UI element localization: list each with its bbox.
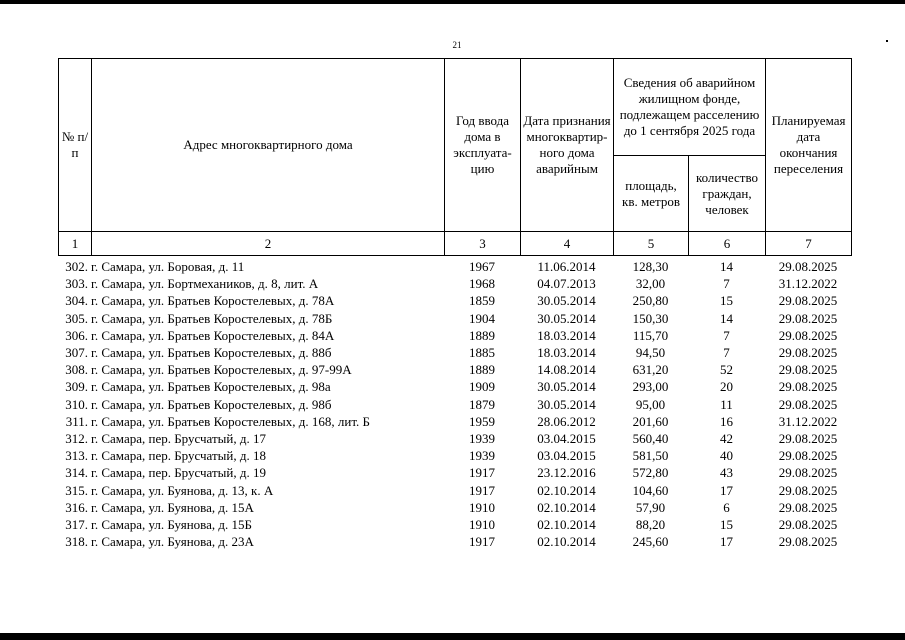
- row-address: г. Самара, ул. Братьев Коростелевых, д. 98б: [91, 396, 332, 412]
- row-area: 581,50: [632, 448, 669, 464]
- column-number-2: 2: [92, 232, 445, 256]
- row-year: 1885: [469, 345, 495, 361]
- row-date: 18.03.2014: [537, 345, 596, 361]
- row-address: г. Самара, ул. Братьев Коростелевых, д. 84А: [91, 327, 335, 343]
- header-col-planned-date: Планируемая дата окончания переселения: [766, 59, 852, 232]
- row-citizens: 42: [720, 431, 733, 447]
- row-date: 02.10.2014: [537, 517, 596, 533]
- row-address: г. Самара, ул. Буянова, д. 15А: [91, 499, 254, 515]
- row-year: 1967: [469, 259, 495, 274]
- row-area: 150,30: [632, 310, 669, 326]
- row-planned-date: 31.12.2022: [778, 413, 838, 429]
- row-area: 95,00: [635, 396, 666, 412]
- column-number-5: 5: [614, 232, 689, 256]
- column-number-1: 1: [59, 232, 92, 256]
- table-row: [58, 327, 851, 344]
- row-area: 57,90: [635, 499, 666, 515]
- table-row: [58, 292, 851, 309]
- row-planned-date: 29.08.2025: [778, 293, 838, 309]
- row-number: 310.: [65, 396, 88, 412]
- column-number-4: 4: [521, 232, 614, 256]
- row-date: 02.10.2014: [537, 482, 596, 498]
- row-planned-date: 29.08.2025: [778, 431, 838, 447]
- row-address: г. Самара, пер. Брусчатый, д. 17: [91, 431, 266, 447]
- row-area: 128,30: [632, 259, 669, 274]
- scan-speck: [886, 40, 888, 42]
- row-planned-date: 29.08.2025: [778, 379, 838, 395]
- header-col-date-recognition: Дата признания многоквартир-ного дома аварийным: [521, 59, 614, 232]
- row-planned-date: 29.08.2025: [778, 259, 838, 274]
- row-number: 306.: [65, 327, 88, 343]
- table-row: [58, 464, 851, 481]
- row-planned-date: 29.08.2025: [778, 465, 838, 481]
- row-citizens: 15: [720, 517, 733, 533]
- row-citizens: 43: [720, 465, 733, 481]
- row-date: 04.07.2013: [537, 276, 596, 292]
- row-year: 1910: [469, 499, 495, 515]
- table-row: [58, 396, 851, 413]
- row-planned-date: 29.08.2025: [778, 310, 838, 326]
- row-year: 1917: [469, 482, 495, 498]
- table-row: [58, 447, 851, 464]
- row-date: 03.04.2015: [537, 431, 596, 447]
- row-date: 30.05.2014: [537, 379, 596, 395]
- row-number: 314.: [65, 465, 88, 481]
- row-address: г. Самара, ул. Братьев Коростелевых, д. 78А: [91, 293, 335, 309]
- row-year: 1859: [469, 293, 495, 309]
- row-number: 316.: [65, 499, 88, 515]
- table-row: [58, 258, 851, 275]
- row-number: 317.: [65, 517, 88, 533]
- table-row: [58, 310, 851, 327]
- row-number: 304.: [65, 293, 88, 309]
- header-col-area: площадь, кв. метров: [614, 156, 689, 232]
- row-address: г. Самара, ул. Братьев Коростелевых, д. 168, лит. Б: [91, 413, 370, 429]
- row-year: 1879: [469, 396, 495, 412]
- row-date: 30.05.2014: [537, 310, 596, 326]
- table-row: [58, 361, 851, 378]
- row-number: 311.: [65, 413, 88, 429]
- table-row: [58, 482, 851, 499]
- row-area: 32,00: [635, 276, 666, 292]
- row-planned-date: 29.08.2025: [778, 499, 838, 515]
- page-number: 21: [452, 40, 462, 50]
- row-planned-date: 29.08.2025: [778, 534, 838, 550]
- scan-border-bottom: [0, 633, 905, 640]
- row-address: г. Самара, ул. Братьев Коростелевых, д. 88б: [91, 345, 332, 361]
- table-body: [58, 258, 851, 550]
- row-citizens: 14: [720, 310, 733, 326]
- row-address: г. Самара, пер. Брусчатый, д. 18: [91, 448, 266, 464]
- table-row: [58, 344, 851, 361]
- row-number: 313.: [65, 448, 88, 464]
- row-date: 03.04.2015: [537, 448, 596, 464]
- row-year: 1968: [469, 276, 495, 292]
- header-col-emergency-group: Сведения об аварийном жилищном фонде, подлежащем расселению до 1 сентября 2025 года: [614, 59, 766, 156]
- row-planned-date: 29.08.2025: [778, 345, 838, 361]
- row-year: 1909: [469, 379, 495, 395]
- row-planned-date: 29.08.2025: [778, 396, 838, 412]
- table-row: [58, 378, 851, 395]
- table-row: [58, 275, 851, 292]
- row-date: 30.05.2014: [537, 293, 596, 309]
- row-citizens: 11: [720, 396, 733, 412]
- row-citizens: 15: [720, 293, 733, 309]
- row-area: 293,00: [632, 379, 669, 395]
- row-citizens: 6: [723, 499, 730, 515]
- row-year: 1939: [469, 448, 495, 464]
- header-col-year: Год ввода дома в эксплуата-цию: [445, 59, 521, 232]
- column-number-7: 7: [766, 232, 852, 256]
- row-number: 309.: [65, 379, 88, 395]
- header-col-no: № п/п: [59, 59, 92, 232]
- row-year: 1910: [469, 517, 495, 533]
- row-address: г. Самара, ул. Боровая, д. 11: [91, 259, 245, 274]
- row-number: 305.: [65, 310, 88, 326]
- row-address: г. Самара, ул. Бортмехаников, д. 8, лит. А: [91, 276, 319, 292]
- row-number: 307.: [65, 345, 88, 361]
- row-date: 23.12.2016: [537, 465, 596, 481]
- column-number-3: 3: [445, 232, 521, 256]
- row-date: 28.06.2012: [537, 413, 596, 429]
- row-citizens: 16: [720, 413, 733, 429]
- row-date: 02.10.2014: [537, 534, 596, 550]
- row-planned-date: 29.08.2025: [778, 362, 838, 378]
- row-citizens: 17: [720, 534, 733, 550]
- row-area: 560,40: [632, 431, 669, 447]
- row-area: 245,60: [632, 534, 669, 550]
- table-row: [58, 499, 851, 516]
- row-citizens: 7: [723, 327, 730, 343]
- column-number-6: 6: [689, 232, 766, 256]
- row-number: 303.: [65, 276, 88, 292]
- row-date: 30.05.2014: [537, 396, 596, 412]
- row-citizens: 17: [720, 482, 733, 498]
- row-year: 1917: [469, 534, 495, 550]
- row-year: 1889: [469, 362, 495, 378]
- row-citizens: 40: [720, 448, 733, 464]
- header-col-address: Адрес многоквартирного дома: [92, 59, 445, 232]
- row-date: 02.10.2014: [537, 499, 596, 515]
- row-area: 250,80: [632, 293, 669, 309]
- row-area: 104,60: [632, 482, 669, 498]
- row-number: 318.: [65, 534, 88, 550]
- table-row: [58, 413, 851, 430]
- row-address: г. Самара, ул. Буянова, д. 13, к. А: [91, 482, 274, 498]
- scan-border-top: [0, 0, 905, 4]
- row-area: 631,20: [632, 362, 669, 378]
- row-citizens: 7: [723, 276, 730, 292]
- row-address: г. Самара, ул. Братьев Коростелевых, д. 98а: [91, 379, 331, 395]
- row-area: 201,60: [632, 413, 669, 429]
- row-planned-date: 29.08.2025: [778, 482, 838, 498]
- row-planned-date: 29.08.2025: [778, 448, 838, 464]
- row-year: 1959: [469, 413, 495, 429]
- row-address: г. Самара, ул. Буянова, д. 23А: [91, 534, 254, 550]
- row-citizens: 52: [720, 362, 733, 378]
- table-row: [58, 516, 851, 533]
- row-citizens: 14: [720, 259, 733, 274]
- header-col-citizens: количество граждан, человек: [689, 156, 766, 232]
- row-address: г. Самара, ул. Буянова, д. 15Б: [91, 517, 252, 533]
- row-planned-date: 29.08.2025: [778, 517, 838, 533]
- row-number: 308.: [65, 362, 88, 378]
- row-date: 14.08.2014: [537, 362, 596, 378]
- row-planned-date: 31.12.2022: [778, 276, 838, 292]
- row-address: г. Самара, ул. Братьев Коростелевых, д. 78Б: [91, 310, 333, 326]
- table-row: [58, 430, 851, 447]
- row-year: 1889: [469, 327, 495, 343]
- table-header: [58, 58, 852, 256]
- row-area: 572,80: [632, 465, 669, 481]
- row-address: г. Самара, пер. Брусчатый, д. 19: [91, 465, 266, 481]
- row-year: 1939: [469, 431, 495, 447]
- row-date: 18.03.2014: [537, 327, 596, 343]
- row-number: 302.: [65, 259, 88, 274]
- row-citizens: 7: [723, 345, 730, 361]
- row-year: 1917: [469, 465, 495, 481]
- row-area: 115,70: [632, 327, 669, 343]
- row-year: 1904: [469, 310, 495, 326]
- row-citizens: 20: [720, 379, 733, 395]
- row-planned-date: 29.08.2025: [778, 327, 838, 343]
- row-address: г. Самара, ул. Братьев Коростелевых, д. 97-99А: [91, 362, 352, 378]
- row-number: 315.: [65, 482, 88, 498]
- row-area: 88,20: [635, 517, 666, 533]
- row-number: 312.: [65, 431, 88, 447]
- table-row: [58, 533, 851, 550]
- row-area: 94,50: [635, 345, 666, 361]
- row-date: 11.06.2014: [537, 259, 596, 274]
